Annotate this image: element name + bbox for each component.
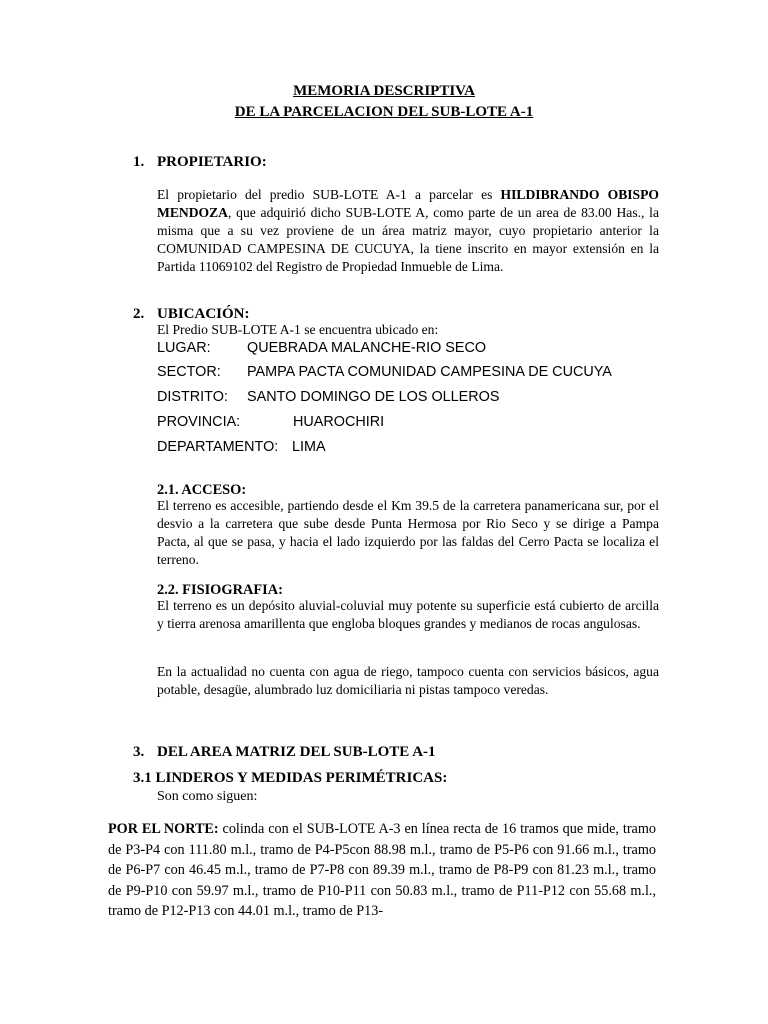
fisiografia-paragraph-1: El terreno es un depósito aluvial-coluvial muy potente su superficie está cubierto de arcilla y tierra arenosa amarillenta que engloba bloques grandes y medianos de rocas angulosas. [157,598,659,632]
section-label: UBICACIÓN: [157,306,250,322]
norte-label: POR EL NORTE: [108,821,219,837]
location-value: SANTO DOMINGO DE LOS OLLEROS [247,389,500,405]
location-row-distrito [157,387,499,407]
propietario-text-start: El propietario del predio SUB-LOTE A-1 a parcelar es [157,187,501,202]
fisiografia-paragraph-2: En la actualidad no cuenta con agua de riego, tampoco cuenta con servicios básicos, agua potable, desagüe, alumbrado luz domiciliaria ni pistas tampoco veredas. [157,664,659,698]
location-key: LUGAR: [157,340,211,356]
acceso-paragraph: El terreno es accesible, partiendo desde el Km 39.5 de la carretera panamericana sur, por el desvio a la carretera que sube desde Punta Hermosa por Rio Seco y se dirige a Pampa Pacta, al que se pasa, y hacia el lado izquierdo por las faldas del Cerro Pacta se localiza el terreno. [157,498,659,568]
section-propietario-heading [133,152,267,172]
location-key: PROVINCIA: [157,414,241,430]
document-title-line1: MEMORIA DESCRIPTIVA [293,83,475,99]
fisiografia-heading: 2.2. FISIOGRAFIA: [157,582,283,598]
propietario-text-rest: , que adquirió dicho SUB-LOTE A, como parte de un area de 83.00 Has., la misma que a su vez proviene de un área matriz mayor, cuyo propietario anterior la COMUNIDAD CAMPESINA DE CUCUYA, la tiene inscrito en mayor extensión en la Partida 11069102 del Registro de Propiedad Inmueble de Lima. [157,205,659,275]
location-value: HUAROCHIRI [293,414,385,430]
section-label: PROPIETARIO: [157,154,267,170]
ubicacion-intro: El Predio SUB-LOTE A-1 se encuentra ubicado en: [157,322,439,337]
location-row-provincia [157,412,384,432]
linderos-intro: Son como siguen: [157,789,258,804]
section-number: 2. [133,306,145,322]
document-title-line2: DE LA PARCELACION DEL SUB-LOTE A-1 [234,104,534,120]
location-key: DISTRITO: [157,389,228,405]
propietario-paragraph [157,186,659,276]
norte-text: colinda con el SUB-LOTE A-3 en línea recta de 16 tramos que mide, tramo de P3-P4 con 111.80 m.l., tramo de P4-P5con 88.98 m.l., tramo de P5-P6 con 91.66 m.l., tramo de P6-P7 con 46.45 m.l., tramo de P7-P8 con 89.39 m.l., tramo de P8-P9 con 81.23 m.l., tramo de P9-P10 con 59.97 m.l., tramo de P10-P11 con 50.83 m.l., tramo de P11-P12 con 55.68 m.l., tramo de P12-P13 con 44.01 m.l., tramo de P13- [108,821,656,919]
norte-paragraph [108,819,656,922]
location-key: DEPARTAMENTO: [157,439,279,455]
location-key: SECTOR: [157,364,221,380]
linderos-heading: 3.1 LINDEROS Y MEDIDAS PERIMÉTRICAS: [133,770,448,786]
location-value: PAMPA PACTA COMUNIDAD CAMPESINA DE CUCUYA [247,364,612,380]
location-value: LIMA [292,439,326,455]
acceso-heading: 2.1. ACCESO: [157,482,247,498]
owner-name: HILDIBRANDO OBISPO MENDOZA [157,187,659,221]
location-value: QUEBRADA MALANCHE-RIO SECO [247,340,487,356]
section-area-matriz-heading [133,742,436,762]
section-number: 3. [133,744,145,760]
section-number: 1. [133,154,145,170]
section-label: DEL AREA MATRIZ DEL SUB-LOTE A-1 [157,744,436,760]
location-row-departamento [157,437,326,457]
location-row-lugar [157,338,486,358]
location-row-sector [157,362,612,382]
